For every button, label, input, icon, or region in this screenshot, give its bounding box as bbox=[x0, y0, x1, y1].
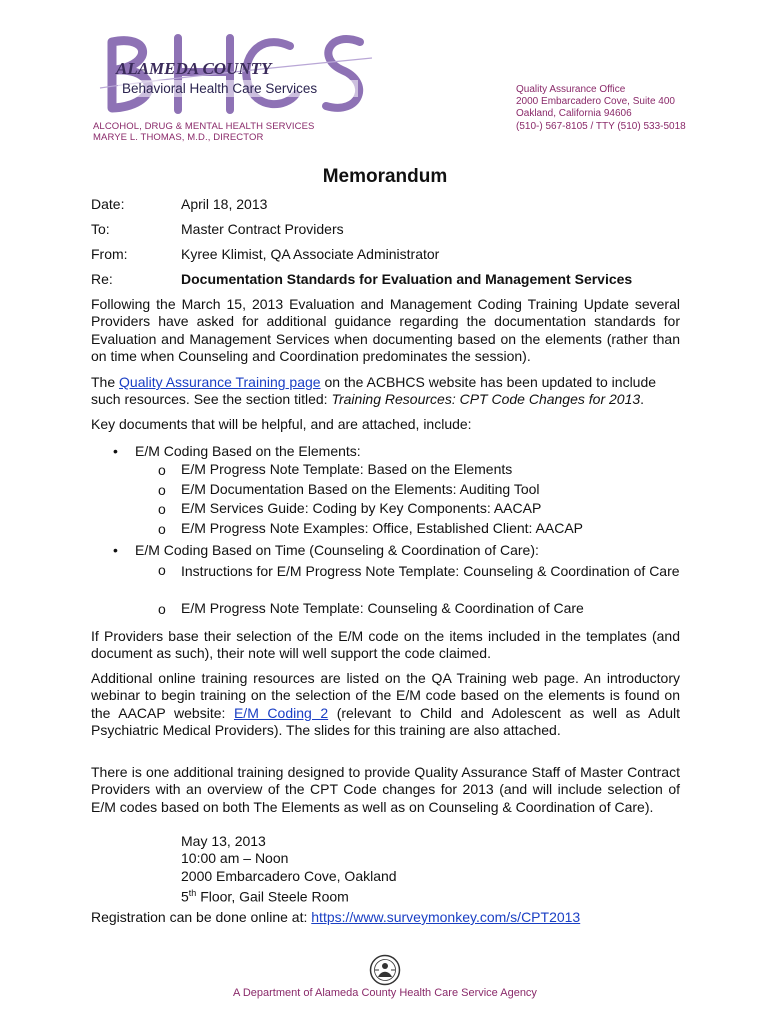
re-label: Re: bbox=[91, 271, 113, 287]
bullet-glyph: • bbox=[113, 443, 118, 459]
sub-bullet-item: E/M Progress Note Template: Counseling & Coordination of Care bbox=[181, 600, 584, 616]
floor-number: 5 bbox=[181, 888, 189, 905]
text-span: . bbox=[640, 391, 645, 408]
sub-bullet-item: Instructions for E/M Progress Note Template: Counseling & Coordination of Care bbox=[181, 563, 680, 579]
sub-bullet-item: E/M Progress Note Examples: Office, Established Client: AACAP bbox=[181, 520, 584, 536]
event-time: 10:00 am – Noon bbox=[181, 850, 289, 867]
qa-office-line: Quality Assurance Office bbox=[516, 84, 626, 95]
event-date: May 13, 2013 bbox=[181, 833, 266, 849]
text-span: The bbox=[91, 374, 120, 390]
bhcs-logo-graphic bbox=[90, 28, 380, 120]
section-title-italic: Training Resources: CPT Code Changes for 2013 bbox=[331, 391, 641, 408]
floor-suffix: th bbox=[188, 888, 197, 899]
logo-county-text: ALAMEDA COUNTY bbox=[116, 59, 272, 78]
sub-bullet-glyph: o bbox=[158, 462, 166, 478]
paragraph-intro: Following the March 15, 2013 Evaluation and Management Coding Training Update several Providers have asked for additional guidance regarding the documentation standards for Evaluation and Management Services when documenting based on the elements (rather than on time when Counseling and Coordination predominates the session). bbox=[91, 296, 680, 365]
paragraph-key-documents: Key documents that will be helpful, and are attached, include: bbox=[91, 416, 472, 432]
footer-agency: A Department of Alameda County Health Care Service Agency bbox=[233, 987, 537, 999]
sub-bullet-item: E/M Services Guide: Coding by Key Components: AACAP bbox=[181, 500, 542, 516]
to-label: To: bbox=[91, 221, 110, 237]
agency-logo bbox=[90, 28, 380, 120]
text-span: Additional online training resources are listed on the QA Training web page. An introductory webinar to begin training on the selection of the E/M code based on the elements is found on the AACAP website: bbox=[91, 670, 680, 721]
sub-bullet-glyph: o bbox=[158, 601, 166, 617]
em-coding-2-link[interactable]: E/M Coding 2 bbox=[233, 704, 329, 721]
qa-office-line: (510-) 567-8105 / TTY (510) 533-5018 bbox=[516, 120, 686, 132]
qa-office-address bbox=[516, 84, 686, 133]
event-place: 2000 Embarcadero Cove, Oakland bbox=[181, 867, 397, 884]
paragraph-additional-training: There is one additional training designed to provide Quality Assurance Staff of Master Contract Providers with an overview of the CPT Code changes for 2013 (and will include selection of E/M codes based on both The Elements as well as on Counseling & Coordination of Care). bbox=[91, 764, 680, 815]
county-seal-icon bbox=[369, 954, 401, 986]
date-value: April 18, 2013 bbox=[181, 196, 268, 212]
sub-bullet-glyph: o bbox=[158, 562, 166, 578]
sub-bullet-glyph: o bbox=[158, 501, 166, 517]
qa-office-line: 2000 Embarcadero Cove, Suite 400 bbox=[516, 96, 675, 108]
sub-bullet-glyph: o bbox=[158, 482, 166, 498]
event-details bbox=[181, 833, 397, 906]
bullet-glyph: • bbox=[113, 542, 118, 558]
sub-bullet-item: E/M Documentation Based on the Elements: Auditing Tool bbox=[181, 481, 540, 497]
sub-bullet-item: E/M Progress Note Template: Based on the Elements bbox=[181, 461, 513, 477]
paragraph-providers-selection: If Providers base their selection of the E/M code on the items included in the templates (and document as such), their note will well support the code claimed. bbox=[91, 628, 680, 662]
paragraph-additional-resources bbox=[91, 670, 680, 740]
text-span: (relevant to Child and Adolescent as well as Adult Psychiatric Medical Providers). The slides for this training are also attached. bbox=[91, 704, 680, 739]
bullet-elements: E/M Coding Based on the Elements: bbox=[135, 443, 361, 459]
from-label: From: bbox=[91, 246, 128, 262]
registration-line bbox=[91, 909, 680, 926]
bullet-time: E/M Coding Based on Time (Counseling & Coordination of Care): bbox=[135, 542, 539, 558]
text-span: on the ACBHCS website has been updated to include such resources. See the section titled: bbox=[91, 374, 657, 408]
registration-label: Registration can be done online at: bbox=[91, 909, 312, 925]
quality-assurance-training-link[interactable]: Quality Assurance Training page bbox=[119, 374, 321, 390]
qa-office-line: Oakland, California 94606 bbox=[516, 108, 632, 120]
re-value: Documentation Standards for Evaluation and Management Services bbox=[181, 271, 633, 287]
from-value: Kyree Klimist, QA Associate Administrator bbox=[181, 246, 440, 262]
agency-line-1: ALCOHOL, DRUG & MENTAL HEALTH SERVICES bbox=[93, 121, 315, 132]
agency-line-2: MARYE L. THOMAS, M.D., DIRECTOR bbox=[93, 132, 264, 143]
logo-bhcs-text: Behavioral Health Care Services bbox=[122, 81, 318, 96]
to-value: Master Contract Providers bbox=[181, 221, 344, 237]
sub-bullet-glyph: o bbox=[158, 521, 166, 537]
memo-title: Memorandum bbox=[322, 166, 448, 187]
date-label: Date: bbox=[91, 196, 125, 212]
paragraph-training-page bbox=[91, 374, 680, 409]
registration-link[interactable]: https://www.surveymonkey.com/s/CPT2013 bbox=[311, 909, 581, 925]
event-room bbox=[181, 885, 397, 906]
floor-room: Floor, Gail Steele Room bbox=[196, 888, 349, 905]
